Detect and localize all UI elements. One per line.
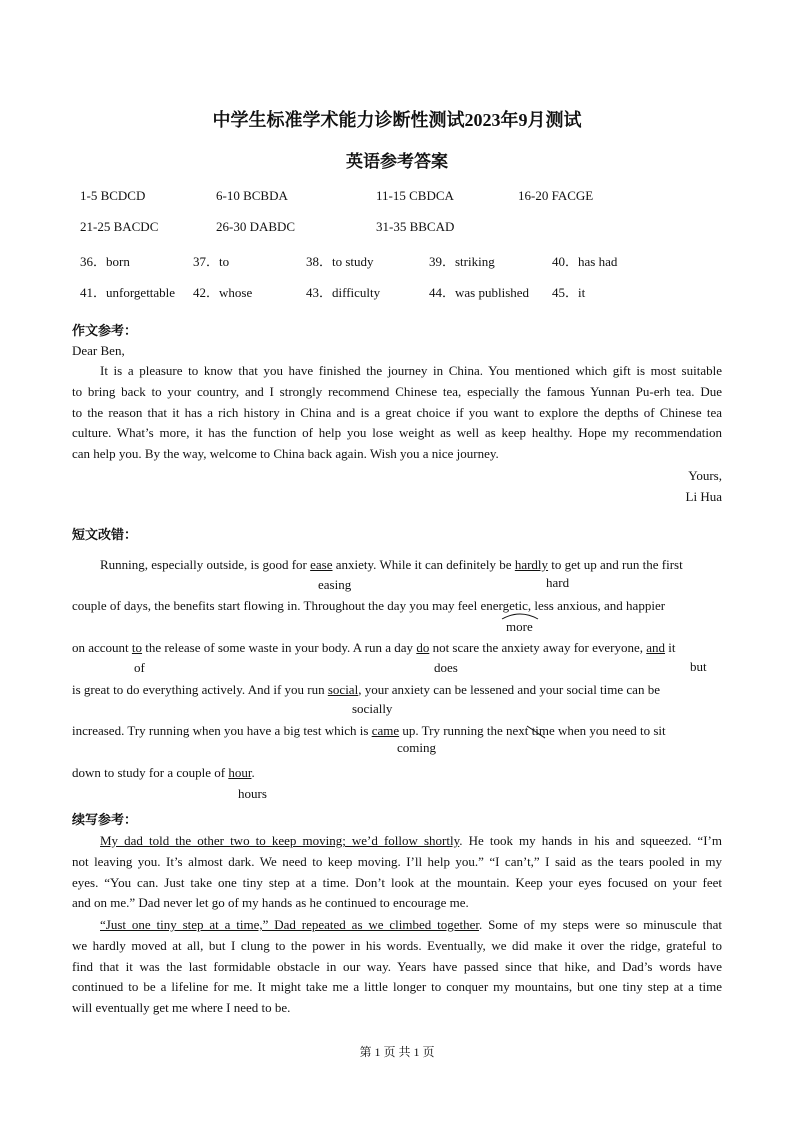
answer-item: 16-20 FACGE	[518, 188, 594, 203]
error-word: ease	[310, 557, 333, 572]
correction-fix: but	[690, 659, 707, 674]
essay-salutation: Dear Ben,	[72, 343, 125, 358]
essay-line: culture. What’s more, it has the function of help you lose weight as well as keep healthy. Hope my recommendation	[72, 425, 722, 441]
correction-fix: hard	[546, 575, 570, 590]
error-word: hour	[228, 765, 252, 780]
error-word: social	[327, 682, 359, 697]
answer-item: 40．has had	[552, 254, 618, 269]
continuation-line: continued to be a lifeline for me. It might take me a little longer to conquer my mountains, but one tiny step at a time	[72, 979, 722, 995]
continuation-line: not leaving you. It’s almost dark. We need to keep moving. I’ll help you.” “I can’t,” I said as the tears pooled in my	[72, 853, 722, 869]
error-word: do	[416, 640, 430, 655]
continuation-line: eyes. “You can. Just take one tiny step at a time. Don’t look at the mountain. Keep your eyes focused on your feet	[72, 874, 722, 890]
answer-item: 26-30 DABDC	[216, 219, 296, 234]
error-word: to	[131, 640, 143, 655]
essay-line: to bring back to your country, and I strongly recommend Chinese tea, especially the famous Yunnan Pu-erh tea. Due	[72, 383, 722, 399]
deleted-word: the	[486, 723, 503, 738]
correction-line: is great to do everything actively. And if you run social, your anxiety can be lessened and your social time can be	[72, 682, 660, 697]
essay-line: can help you. By the way, welcome to China back again. Wish you a nice journey.	[72, 446, 499, 462]
answer-item: 31-35 BBCAD	[376, 219, 455, 234]
delete-mark-icon	[525, 724, 549, 740]
essay-line: It is a pleasure to know that you have finished the journey in China. You mentioned which gift is most suitable	[100, 363, 722, 378]
answer-item: 37．to	[193, 254, 230, 269]
correction-line: increased. Try running when you have a big test which is came up. Try running the next time when you need to sit	[72, 723, 666, 738]
answer-item: 45．it	[552, 285, 586, 300]
answer-item: 43．difficulty	[306, 285, 381, 300]
error-word: hardly	[514, 557, 549, 572]
continuation-paragraph	[72, 915, 722, 1019]
continuation-paragraph	[72, 831, 722, 914]
answer-item: 41．unforgettable	[80, 285, 176, 300]
essay-heading: 作文参考：	[72, 323, 138, 338]
continuation-opening: My dad told the other two to keep moving; we’d follow shortly	[100, 833, 460, 848]
page-subtitle: 英语参考答案	[346, 152, 448, 171]
answer-item: 44．was published	[429, 285, 530, 300]
correction-line: down to study for a couple of hour.	[72, 765, 255, 780]
answer-item: 38．to study	[306, 254, 374, 269]
answer-item: 11-15 CBDCA	[376, 188, 454, 203]
correction-line: couple of days, the benefits start flowing in. Throughout the day you may feel energetic, less anxious, and happier	[72, 598, 666, 613]
page-title: 中学生标准学术能力诊断性测试2023年9月测试	[212, 110, 582, 130]
error-word: and	[646, 640, 666, 655]
answer-item: 21-25 BACDC	[80, 219, 159, 234]
continuation-line: find that it was the last formidable obstacle in our way. Years have passed since that hike, and Dad’s words have	[72, 958, 722, 974]
correction-fix: socially	[352, 701, 393, 716]
continuation-line: “Just one tiny step at a time,” Dad repeated as we climbed together. Some of my steps were so minuscule that	[100, 917, 722, 932]
correction-fix: more	[506, 619, 533, 634]
answer-item: 36．born	[80, 254, 130, 269]
correction-fix: easing	[318, 577, 352, 592]
essay-signature: Li Hua	[685, 489, 722, 504]
continuation-line: will eventually get me where I need to be.	[72, 1000, 291, 1016]
answer-item: 1-5 BCDCD	[80, 188, 146, 203]
error-word: came	[371, 723, 400, 738]
correction-line: on account to the release of some waste in your body. A run a day do not scare the anxiety away for everyone, and it	[72, 640, 676, 655]
continuation-line: My dad told the other two to keep moving; we’d follow shortly. He took my hands in his and squeezed. “I’m	[100, 833, 722, 848]
essay-line: to the reason that it has a rich history in China and is a great choice if you want to explore the depths of Chinese tea	[72, 404, 722, 420]
essay-closing: Yours,	[688, 468, 722, 483]
correction-fix: of	[134, 660, 145, 675]
continuation-heading: 续写参考：	[72, 812, 138, 827]
correction-line: Running, especially outside, is good for ease anxiety. While it can definitely be hardly to get up and run the first	[100, 557, 683, 572]
answer-item: 39．striking	[429, 254, 495, 269]
correction-fix: does	[434, 660, 458, 675]
continuation-line: and on me.” Dad never let go of my hands as he continued to encourage me.	[72, 895, 469, 911]
essay-body	[72, 361, 722, 465]
continuation-line: we hardly moved at all, but I clung to the power in his words. Eventually, we did make it over the ridge, grateful to	[72, 937, 722, 953]
answer-item: 6-10 BCBDA	[216, 188, 288, 203]
answer-item: 42．whose	[193, 285, 253, 300]
correction-fix: coming	[397, 740, 436, 755]
continuation-opening: “Just one tiny step at a time,” Dad repeated as we climbed together	[100, 917, 480, 932]
correction-fix: hours	[238, 786, 267, 801]
page-footer: 第 1 页 共 1 页	[359, 1045, 435, 1059]
correction-heading: 短文改错：	[72, 527, 138, 542]
